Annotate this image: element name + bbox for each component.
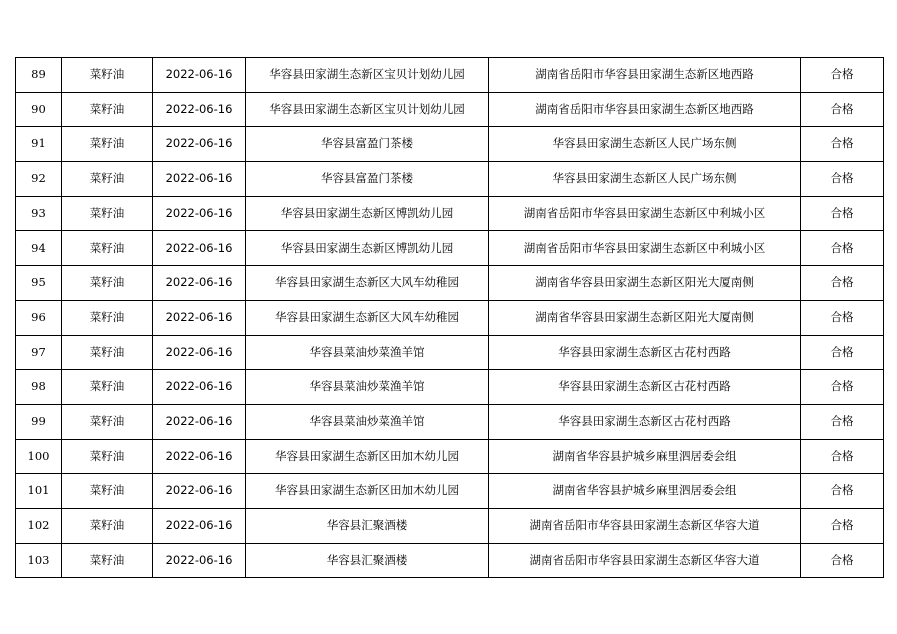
cell-unit-address: 湖南省岳阳市华容县田家湖生态新区华容大道 (489, 508, 801, 543)
cell-sampled-unit: 华容县汇聚酒楼 (246, 543, 489, 578)
cell-sampled-unit: 华容县田家湖生态新区博凯幼儿园 (246, 231, 489, 266)
cell-unit-address: 湖南省华容县田家湖生态新区阳光大厦南侧 (489, 300, 801, 335)
cell-sampling-date: 2022-06-16 (153, 543, 246, 578)
cell-sampling-date: 2022-06-16 (153, 92, 246, 127)
cell-sampled-unit: 华容县田家湖生态新区大风车幼稚园 (246, 300, 489, 335)
cell-product-name: 菜籽油 (62, 508, 153, 543)
table-row (16, 300, 884, 335)
cell-product-name: 菜籽油 (62, 162, 153, 197)
table-row (16, 508, 884, 543)
cell-inspection-result: 合格 (801, 266, 884, 301)
cell-sampling-date: 2022-06-16 (153, 508, 246, 543)
cell-sampled-unit: 华容县田家湖生态新区宝贝计划幼儿园 (246, 58, 489, 93)
cell-inspection-result: 合格 (801, 404, 884, 439)
cell-unit-address: 湖南省华容县护城乡麻里泗居委会组 (489, 439, 801, 474)
inspection-results-table (15, 57, 884, 578)
cell-serial-number: 97 (16, 335, 62, 370)
table-row (16, 404, 884, 439)
cell-serial-number: 95 (16, 266, 62, 301)
cell-sampled-unit: 华容县汇聚酒楼 (246, 508, 489, 543)
cell-inspection-result: 合格 (801, 370, 884, 405)
table-body (16, 58, 884, 578)
cell-unit-address: 湖南省岳阳市华容县田家湖生态新区华容大道 (489, 543, 801, 578)
cell-sampling-date: 2022-06-16 (153, 196, 246, 231)
cell-serial-number: 89 (16, 58, 62, 93)
cell-product-name: 菜籽油 (62, 266, 153, 301)
cell-inspection-result: 合格 (801, 474, 884, 509)
cell-product-name: 菜籽油 (62, 127, 153, 162)
cell-product-name: 菜籽油 (62, 231, 153, 266)
table-row (16, 58, 884, 93)
cell-sampling-date: 2022-06-16 (153, 370, 246, 405)
cell-inspection-result: 合格 (801, 300, 884, 335)
cell-sampled-unit: 华容县菜油炒菜渔羊馆 (246, 404, 489, 439)
cell-serial-number: 93 (16, 196, 62, 231)
table-row (16, 231, 884, 266)
cell-sampling-date: 2022-06-16 (153, 162, 246, 197)
cell-inspection-result: 合格 (801, 92, 884, 127)
cell-inspection-result: 合格 (801, 543, 884, 578)
cell-unit-address: 湖南省岳阳市华容县田家湖生态新区地西路 (489, 58, 801, 93)
table-row (16, 92, 884, 127)
cell-sampled-unit: 华容县田家湖生态新区大风车幼稚园 (246, 266, 489, 301)
cell-product-name: 菜籽油 (62, 474, 153, 509)
cell-product-name: 菜籽油 (62, 196, 153, 231)
cell-unit-address: 湖南省岳阳市华容县田家湖生态新区中利城小区 (489, 196, 801, 231)
cell-unit-address: 华容县田家湖生态新区古花村西路 (489, 370, 801, 405)
cell-sampled-unit: 华容县田家湖生态新区田加木幼儿园 (246, 439, 489, 474)
cell-unit-address: 湖南省华容县田家湖生态新区阳光大厦南侧 (489, 266, 801, 301)
cell-serial-number: 96 (16, 300, 62, 335)
cell-serial-number: 92 (16, 162, 62, 197)
cell-unit-address: 湖南省岳阳市华容县田家湖生态新区中利城小区 (489, 231, 801, 266)
table-row (16, 266, 884, 301)
table-row (16, 474, 884, 509)
cell-unit-address: 华容县田家湖生态新区人民广场东侧 (489, 162, 801, 197)
cell-inspection-result: 合格 (801, 162, 884, 197)
table-row (16, 162, 884, 197)
cell-unit-address: 湖南省岳阳市华容县田家湖生态新区地西路 (489, 92, 801, 127)
cell-sampled-unit: 华容县富盈门茶楼 (246, 162, 489, 197)
table-row (16, 196, 884, 231)
cell-serial-number: 90 (16, 92, 62, 127)
cell-sampling-date: 2022-06-16 (153, 58, 246, 93)
cell-serial-number: 103 (16, 543, 62, 578)
cell-serial-number: 94 (16, 231, 62, 266)
cell-sampling-date: 2022-06-16 (153, 474, 246, 509)
cell-sampling-date: 2022-06-16 (153, 335, 246, 370)
cell-unit-address: 华容县田家湖生态新区古花村西路 (489, 404, 801, 439)
cell-inspection-result: 合格 (801, 231, 884, 266)
cell-serial-number: 102 (16, 508, 62, 543)
cell-inspection-result: 合格 (801, 127, 884, 162)
cell-serial-number: 100 (16, 439, 62, 474)
cell-product-name: 菜籽油 (62, 439, 153, 474)
cell-sampling-date: 2022-06-16 (153, 127, 246, 162)
cell-serial-number: 98 (16, 370, 62, 405)
cell-inspection-result: 合格 (801, 508, 884, 543)
cell-sampling-date: 2022-06-16 (153, 231, 246, 266)
cell-sampling-date: 2022-06-16 (153, 300, 246, 335)
cell-product-name: 菜籽油 (62, 58, 153, 93)
cell-product-name: 菜籽油 (62, 543, 153, 578)
cell-unit-address: 华容县田家湖生态新区人民广场东侧 (489, 127, 801, 162)
table-row (16, 543, 884, 578)
table-row (16, 127, 884, 162)
table-row (16, 370, 884, 405)
cell-inspection-result: 合格 (801, 196, 884, 231)
cell-inspection-result: 合格 (801, 58, 884, 93)
cell-sampling-date: 2022-06-16 (153, 404, 246, 439)
cell-serial-number: 91 (16, 127, 62, 162)
cell-unit-address: 湖南省华容县护城乡麻里泗居委会组 (489, 474, 801, 509)
cell-sampled-unit: 华容县富盈门茶楼 (246, 127, 489, 162)
cell-unit-address: 华容县田家湖生态新区古花村西路 (489, 335, 801, 370)
cell-sampled-unit: 华容县田家湖生态新区宝贝计划幼儿园 (246, 92, 489, 127)
cell-product-name: 菜籽油 (62, 335, 153, 370)
cell-product-name: 菜籽油 (62, 92, 153, 127)
cell-product-name: 菜籽油 (62, 404, 153, 439)
table-row (16, 335, 884, 370)
cell-sampled-unit: 华容县田家湖生态新区田加木幼儿园 (246, 474, 489, 509)
cell-sampling-date: 2022-06-16 (153, 266, 246, 301)
table-row (16, 439, 884, 474)
cell-product-name: 菜籽油 (62, 370, 153, 405)
cell-inspection-result: 合格 (801, 335, 884, 370)
cell-serial-number: 101 (16, 474, 62, 509)
cell-serial-number: 99 (16, 404, 62, 439)
cell-sampled-unit: 华容县菜油炒菜渔羊馆 (246, 335, 489, 370)
cell-sampled-unit: 华容县田家湖生态新区博凯幼儿园 (246, 196, 489, 231)
cell-product-name: 菜籽油 (62, 300, 153, 335)
cell-sampled-unit: 华容县菜油炒菜渔羊馆 (246, 370, 489, 405)
cell-sampling-date: 2022-06-16 (153, 439, 246, 474)
cell-inspection-result: 合格 (801, 439, 884, 474)
